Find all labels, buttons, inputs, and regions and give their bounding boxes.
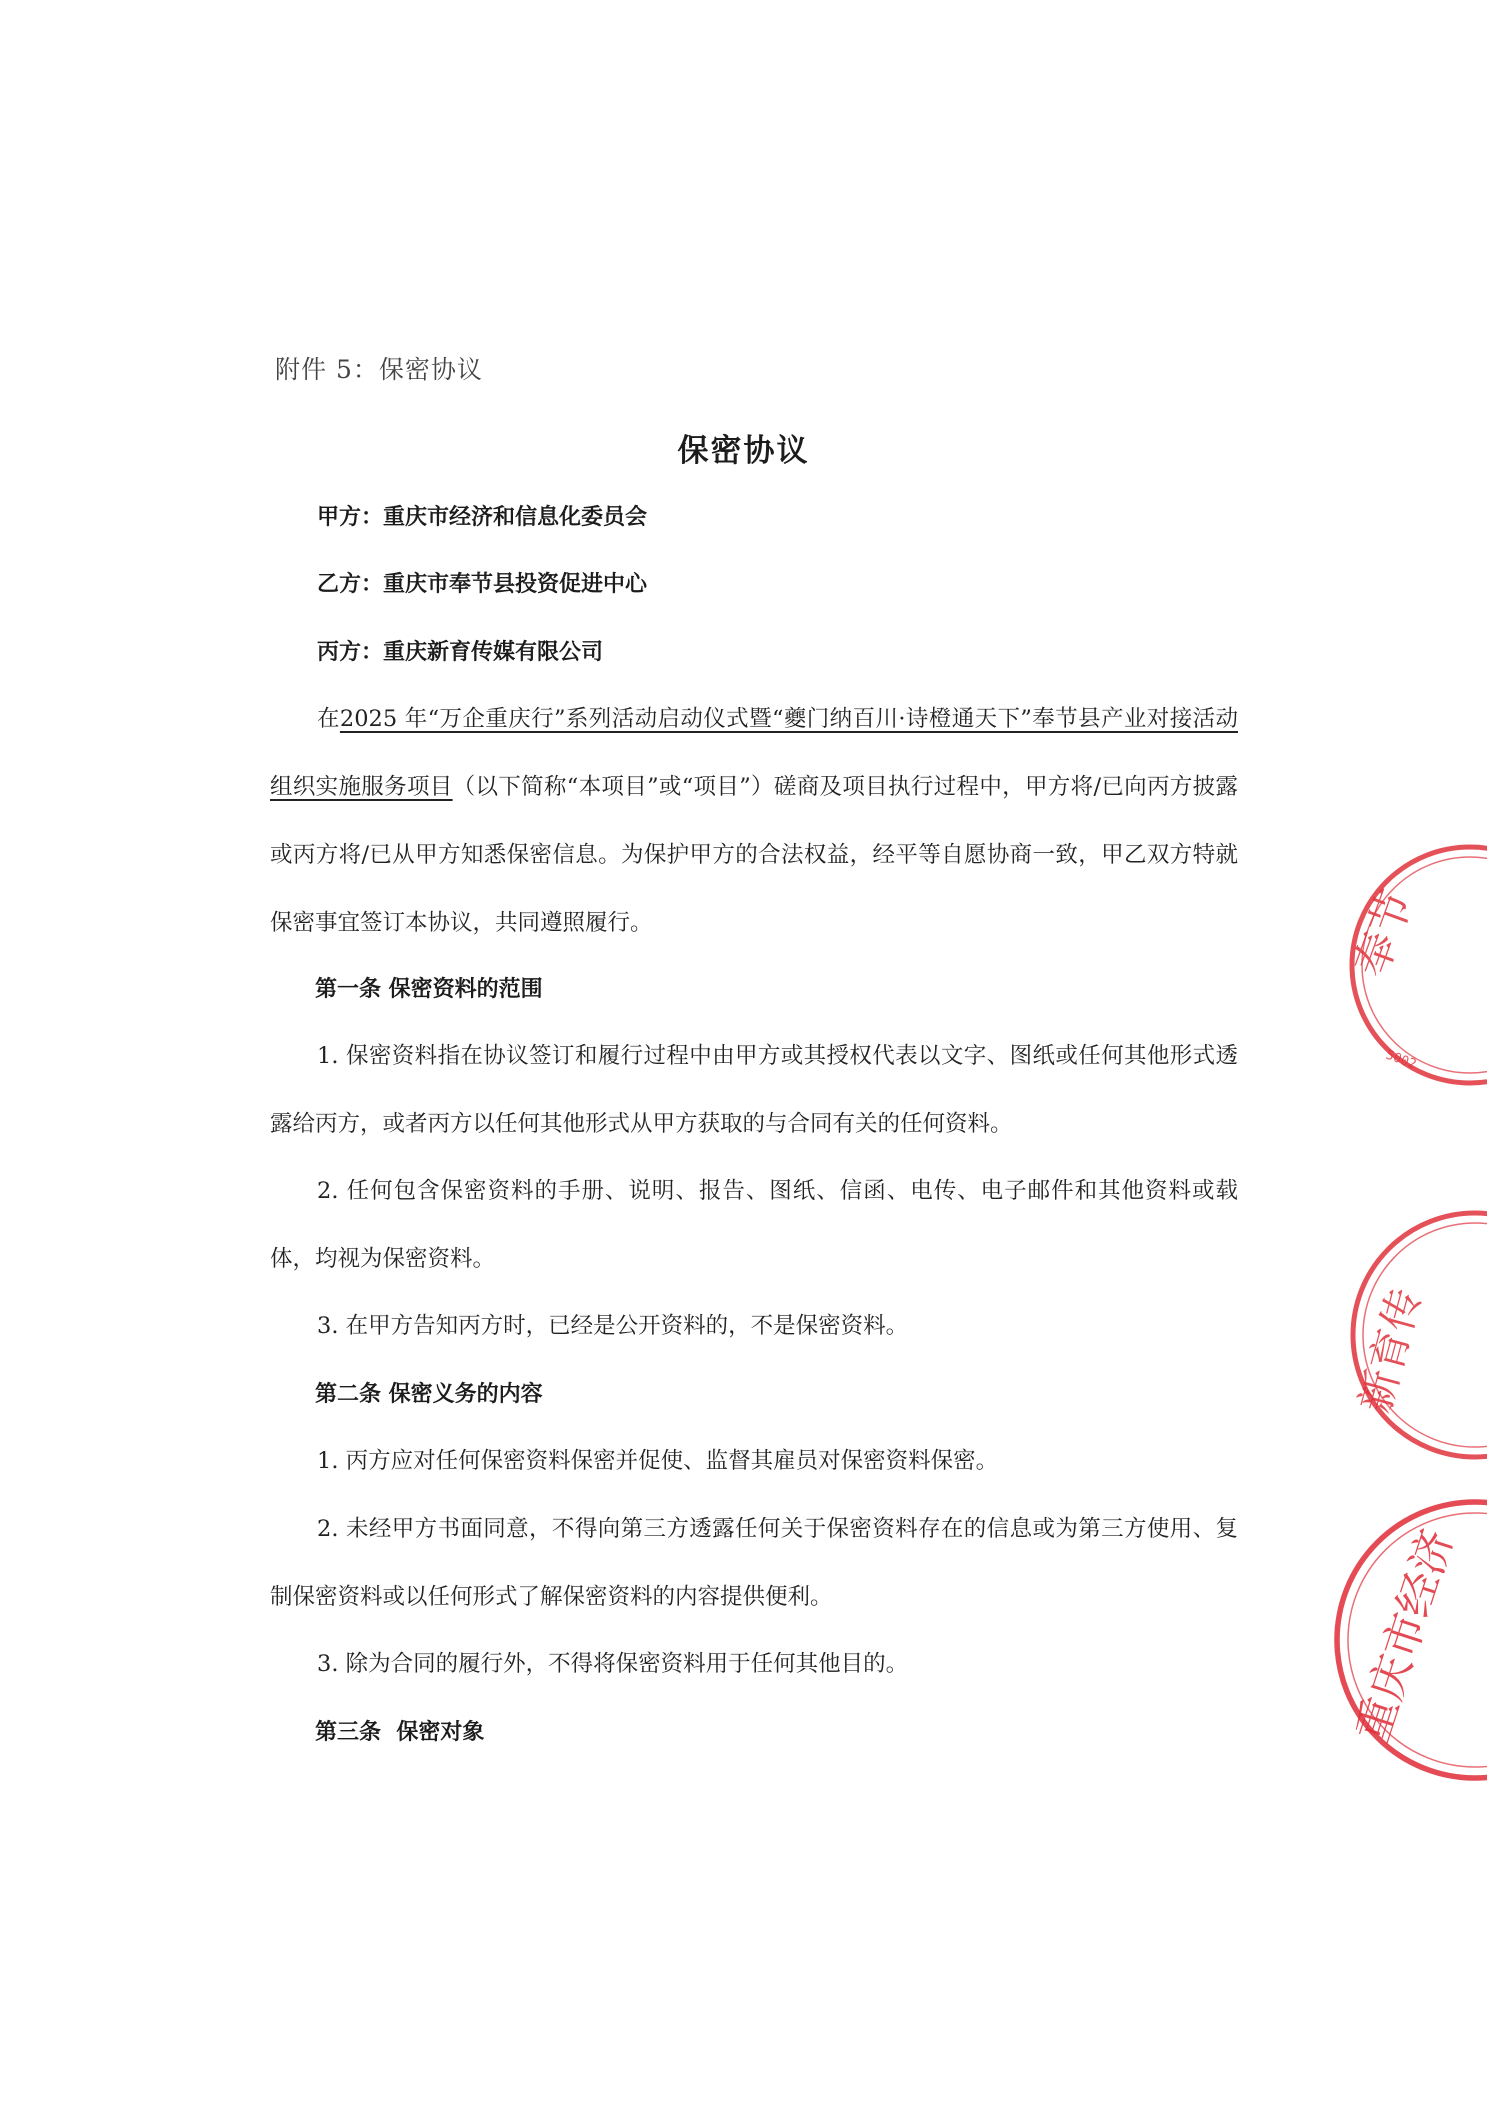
seal-top-number: 5002: [1383, 1047, 1419, 1073]
party-c-role: 丙方：: [317, 640, 384, 665]
seal-top-text: 奉节: [1345, 883, 1424, 984]
seal-middle-text: 新育传: [1350, 1283, 1431, 1418]
seal-bottom: [1295, 1490, 1487, 1790]
seal-top: [1325, 820, 1487, 1110]
party-a-role: 甲方：: [317, 505, 384, 530]
seal-middle: [1320, 1200, 1487, 1470]
intro-project-name: 2025 年“万企重庆行”系列活动启动仪式暨“夔门纳百川·诗橙通天下”奉节县产业对接活动组织实施服务项目: [270, 706, 1238, 800]
intro-rest: （以下简称“本项目”或“项目”）磋商及项目执行过程中，甲方将/已向丙方披露或丙方将/已从甲方知悉保密信息。为保护甲方的合法权益，经平等自愿协商一致，甲乙双方特就保密事宜签订本协议，共同遵照履行。: [270, 774, 1238, 936]
section-2-item-2: 2. 未经甲方书面同意，不得向第三方透露任何关于保密资料存在的信息或为第三方使用、复制保密资料或以任何形式了解保密资料的内容提供便利。: [270, 1516, 1238, 1610]
party-c: [317, 635, 603, 666]
section-1-item-3: 3. 在甲方告知丙方时，已经是公开资料的，不是保密资料。: [317, 1313, 909, 1339]
section-1-item-2: 2. 任何包含保密资料的手册、说明、报告、图纸、信函、电传、电子邮件和其他资料或载体，均视为保密资料。: [270, 1178, 1238, 1272]
section-1-heading: 第一条 保密资料的范围: [315, 977, 543, 1002]
seal-bottom-text: 重庆市经济: [1346, 1523, 1464, 1749]
party-b-name: 重庆市奉节县投资促进中心: [383, 572, 648, 597]
annex-label: 附件 5：保密协议: [275, 355, 483, 384]
section-3-heading: 第三条 保密对象: [315, 1720, 485, 1745]
party-b-role: 乙方：: [317, 572, 384, 597]
party-c-name: 重庆新育传媒有限公司: [383, 640, 604, 665]
section-2-heading: 第二条 保密义务的内容: [315, 1382, 543, 1407]
intro-paragraph: [270, 685, 1238, 957]
party-a: [317, 500, 647, 531]
section-2-item-3: 3. 除为合同的履行外，不得将保密资料用于任何其他目的。: [317, 1651, 909, 1677]
intro-lead: 在: [317, 706, 340, 732]
document-title: 保密协议: [677, 433, 810, 469]
section-2-item-1: 1. 丙方应对任何保密资料保密并促使、监督其雇员对保密资料保密。: [317, 1448, 999, 1474]
party-b: [317, 567, 647, 598]
section-1-item-1: 1. 保密资料指在协议签订和履行过程中由甲方或其授权代表以文字、图纸或任何其他形式透露给丙方，或者丙方以任何其他形式从甲方获取的与合同有关的任何资料。: [270, 1043, 1238, 1137]
party-a-name: 重庆市经济和信息化委员会: [383, 505, 648, 530]
